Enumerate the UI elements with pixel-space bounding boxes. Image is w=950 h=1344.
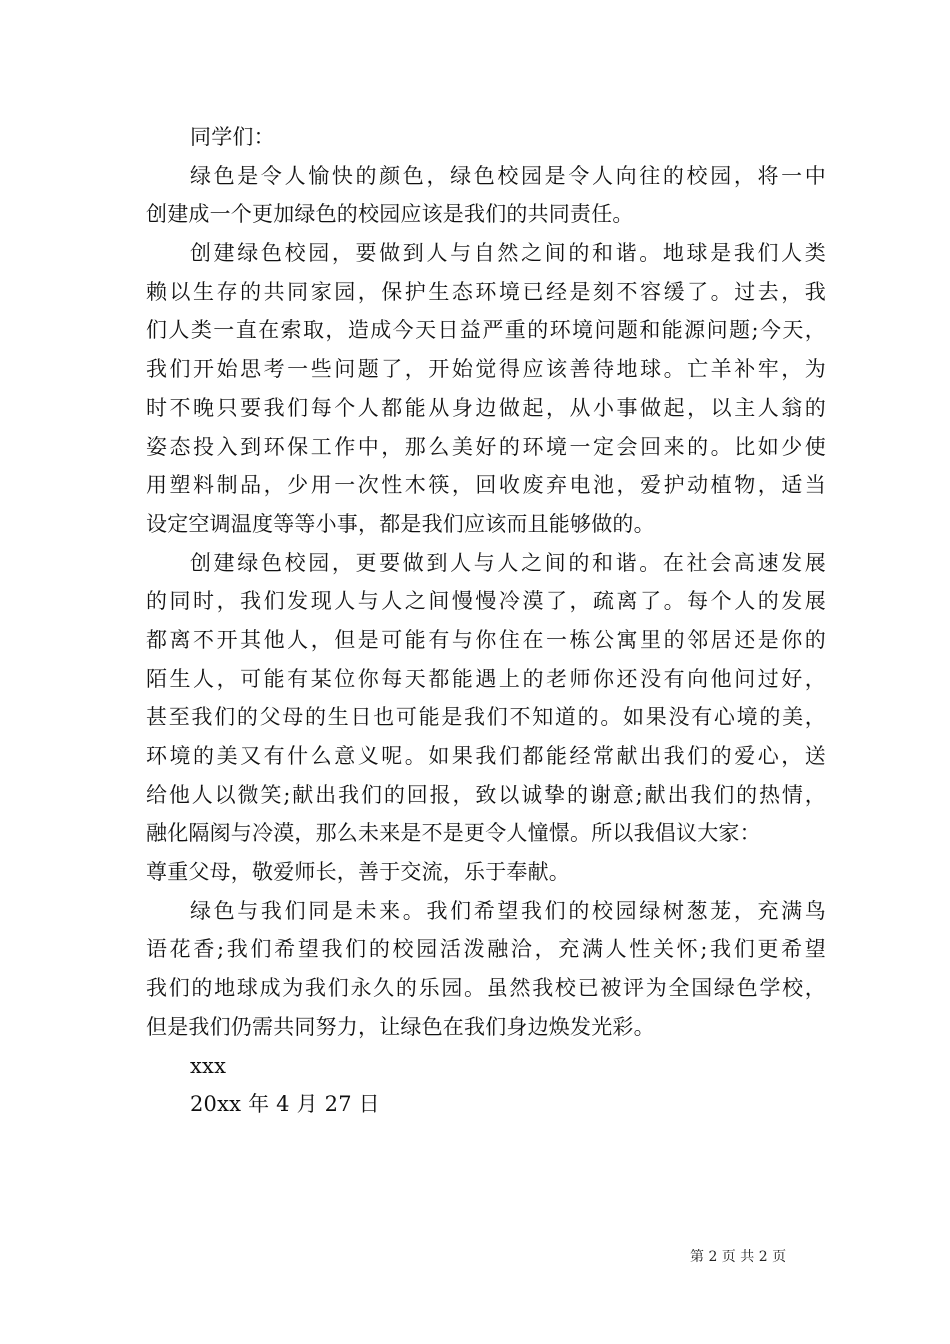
page-footer <box>690 1246 850 1266</box>
document-body <box>146 118 826 1124</box>
paragraph-line: 甚至我们的父母的生日也可能是我们不知道的。如果没有心境的美， <box>146 705 826 730</box>
paragraph-line: 尊重父母，敬爱师长，善于交流，乐于奉献。 <box>146 860 570 885</box>
paragraph-line: 语花香;我们希望我们的校园活泼融洽，充满人性关怀;我们更希望 <box>146 937 826 962</box>
paragraph-line: 创建绿色校园，要做到人与自然之间的和谐。地球是我们人类 <box>190 241 826 266</box>
paragraph-line: 都离不开其他人，但是可能有与你住在一栋公寓里的邻居还是你的 <box>146 627 826 652</box>
paragraph-line: 但是我们仍需共同努力，让绿色在我们身边焕发光彩。 <box>146 1014 655 1039</box>
paragraph-1 <box>146 157 826 234</box>
paragraph-line: 们人类一直在索取，造成今天日益严重的环境问题和能源问题;今天， <box>146 318 826 343</box>
paragraph-line: 的同时，我们发现人与人之间慢慢冷漠了，疏离了。每个人的发展 <box>146 589 826 614</box>
paragraph-line: 我们的地球成为我们永久的乐园。虽然我校已被评为全国绿色学校， <box>146 976 826 1001</box>
signature: xxx <box>190 1053 227 1078</box>
greeting: 同学们： <box>190 125 275 149</box>
paragraph-line: 姿态投入到环保工作中，那么美好的环境一定会回来的。比如少使 <box>146 434 826 459</box>
paragraph-2 <box>146 234 826 544</box>
paragraph-line: 赖以生存的共同家园，保护生态环境已经是刻不容缓了。过去，我 <box>146 279 826 304</box>
paragraph-line: 用塑料制品，少用一次性木筷，回收废弃电池，爱护动植物，适当 <box>146 473 826 498</box>
paragraph-line: 绿色是令人愉快的颜色，绿色校园是令人向往的校园，将一中 <box>190 163 826 188</box>
paragraph-line: 创建成一个更加绿色的校园应该是我们的共同责任。 <box>146 202 634 227</box>
paragraph-4 <box>146 892 826 1047</box>
paragraph-3 <box>146 544 826 892</box>
paragraph-line: 绿色与我们同是未来。我们希望我们的校园绿树葱茏，充满鸟 <box>190 898 826 923</box>
paragraph-line: 给他人以微笑;献出我们的回报，致以诚挚的谢意;献出我们的热情， <box>146 782 826 807</box>
paragraph-line: 时不晚只要我们每个人都能从身边做起，从小事做起，以主人翁的 <box>146 395 826 420</box>
page-number: 第 2 页 共 2 页 <box>690 1249 787 1265</box>
paragraph-line: 融化隔阂与冷漠，那么未来是不是更令人憧憬。所以我倡议大家： <box>146 821 761 846</box>
date: 20xx 年 4 月 27 日 <box>190 1092 380 1117</box>
paragraph-line: 我们开始思考一些问题了，开始觉得应该善待地球。亡羊补牢，为 <box>146 357 826 382</box>
paragraph-line: 创建绿色校园，更要做到人与人之间的和谐。在社会高速发展 <box>190 550 826 575</box>
paragraph-line: 设定空调温度等等小事，都是我们应该而且能够做的。 <box>146 511 655 536</box>
paragraph-line: 陌生人，可能有某位你每天都能遇上的老师你还没有向他问过好， <box>146 666 826 691</box>
paragraph-line: 环境的美又有什么意义呢。如果我们都能经常献出我们的爱心，送 <box>146 744 826 768</box>
